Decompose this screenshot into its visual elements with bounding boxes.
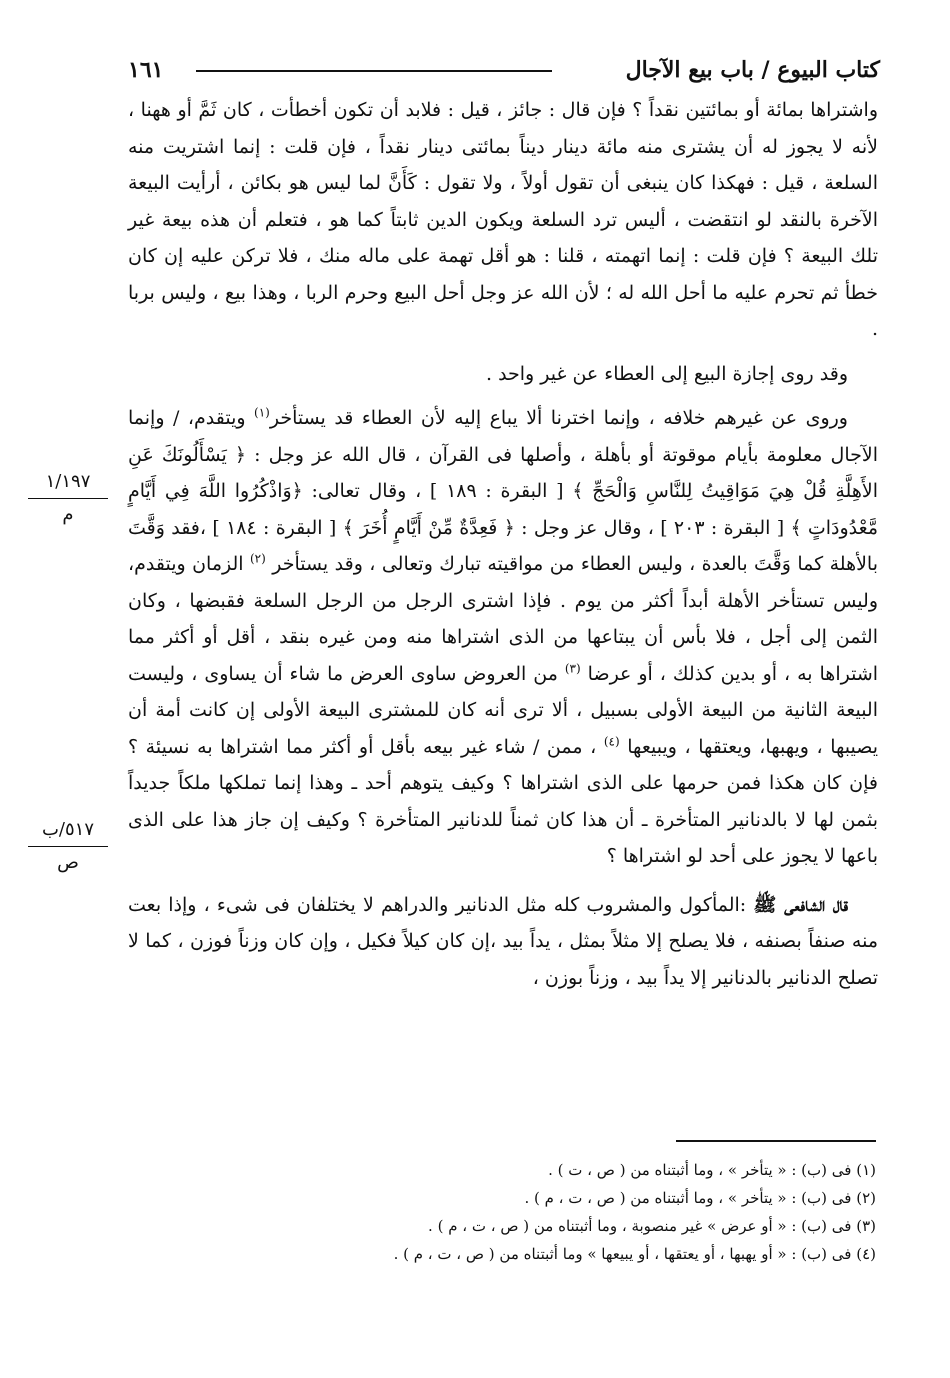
footnote-list: [128, 1156, 876, 1268]
page-number: ١٦١: [128, 57, 164, 83]
margin-reference-folio: ١/١٩٧: [45, 471, 91, 492]
footnote-ref-4[interactable]: (٤): [603, 734, 620, 749]
header-rule: [196, 70, 552, 72]
paragraph-3: [128, 400, 878, 875]
footnote: (١) فى (ب) : « يتأخر » ، وما أثبتناه من ( ص ، ت ) .: [548, 1161, 876, 1179]
footnote-ref-1[interactable]: (١): [254, 405, 270, 420]
paragraph-3-text: ويتقدم، / وإنما الآجال معلومة بأيام موقوتة أو بأهلة ، وأصلها فى القرآن ، قال الله عز وجل : ﴿ يَسْأَلُونَكَ عَنِ الأَهِلَّةِ قُلْ هِيَ مَوَاقِيتُ لِلنَّاسِ وَالْحَجِّ ﴾ [ البقرة : ١٨٩ ] ، وقال تعالى: ﴿وَاذْكُرُوا اللَّهَ فِي أَيَّامٍ مَّعْدُودَاتٍ ﴾ [ البقرة : ٢٠٣ ] ، وقال عز وجل : ﴿ فَعِدَّةٌ مِّنْ أَيَّامٍ أُخَرَ ﴾ [ البقرة : ١٨٤ ] ،فقد وَقَّتَ بالأهلة كما وَقَّتَ بالعدة ، وليس العطاء من مواقيته تبارك وتعالى ، وقد يستأخر: [128, 407, 879, 575]
footnote-ref-3[interactable]: (٣): [564, 661, 581, 676]
footnote: (٤) فى (ب) : « أو يهبها ، أو يعتقها ، أو يبيعها » وما أثبتناه من ( ص ، ت ، م ) .: [393, 1245, 876, 1263]
footnote: (٢) فى (ب) : « يتأخر » ، وما أثبتناه من ( ص ، ت ، م ) .: [524, 1189, 876, 1207]
paragraph-1: واشتراها بمائة أو بمائتين نقداً ؟ فإن قال : جائز ، قيل : فلابد أن تكون أخطأت ، كان ثَمَّ أو ههنا ، لأنه لا يجوز له أن يشترى منه مائة دينار ديناً بمائتى دينار نقداً ، فإن قلت : إنما اشتريت منه السلعة ، قيل : فهكذا كان ينبغى أن تقول أولاً ، ولا تقول : كَأَنَّ لما ليس هو بكائن ، أرأيت البيعة الآخرة بالنقد لو انتقضت ، أليس ترد السلعة ويكون الدين ثابتاً كما هو ، فتعلم أن هذه بيعة غير تلك البيعة ؟ فإن قلت : إنما اتهمته ، قلنا : هو أقل تهمة على ماله منك ، فلا تركن عليه إن كان خطأ ثم تحرم عليه ما أحل الله له ؛ لأن الله عز وجل أحل البيع وحرم الربا ، وهذا بيع ، وليس بربا .: [128, 99, 878, 340]
footnote: (٣) فى (ب) : « أو عرض » غير منصوبة ، وما أثبتناه من ( ص ، ت ، م ) .: [428, 1217, 876, 1235]
margin-reference: [28, 470, 108, 527]
margin-reference: [28, 818, 108, 875]
paragraph-3-text: وروى عن غيرهم خلافه ، وإنما اخترنا ألا يباع إليه لأن العطاء قد يستأخر: [269, 407, 848, 429]
paragraph-4-text: :المأكول والمشروب كله مثل الدنانير والدراهم لا يختلفان فى شىء ، وإذا بعت منه صنفاً بصنفه ، فلا يصلح إلا مثلاً بمثل ، يداً بيد ،إن كان كيلاً فكيل ، وإن كان وزناً فوزن ، كما لا تصلح الدنانير بالدنانير إلا يداً بيد ، وزناً بوزن ،: [128, 893, 878, 989]
paragraph-3-text: من العروض ساوى العرض ما شاء أن يساوى ، وليست البيعة الثانية من البيعة الأولى بسبيل ، ألا ترى أنه كان للمشترى البيعة الأولى إن كانت أمة أن يصيبها ، ويهبها، ويعتقها ، ويبيعها: [128, 662, 878, 758]
running-header: [128, 52, 880, 88]
margin-rule: [28, 846, 108, 847]
margin-reference-siglum: م: [62, 504, 74, 525]
paragraph-4: [128, 887, 878, 997]
margin-reference-folio: ٥١٧/ب: [41, 819, 95, 840]
margin-rule: [28, 498, 108, 499]
paragraph-2: وقد روى إجازة البيع إلى العطاء عن غير واحد .: [485, 362, 848, 385]
margin-reference-siglum: ص: [57, 852, 79, 873]
chapter-title: كتاب البيوع / باب بيع الآجال: [625, 57, 880, 83]
footnote-ref-2[interactable]: (٢): [249, 551, 266, 566]
paragraph-3-text: ، ممن / شاء غير بيعه بأقل أو أكثر مما اشتراها به نسيئة ؟ فإن كان هكذا فمن حرمها على الذى اشتراها ؟ وكيف يتوهم أحد ـ وهذا إنما تملكها ملكاً جديداً بثمن لها لا بالدنانير المتأخرة ـ أن هذا كان ثمناً للدنانير المتأخرة ؟ وكيف إن جاز هذا على الذى باعها لا يجوز على أحد لو اشتراها ؟: [128, 735, 878, 867]
paragraph-3-text: الزمان ويتقدم، وليس تستأخر الأهلة أبداً أكثر من يوم . فإذا اشترى الرجل من الرجل السلعة فقبضها ، وكان الثمن إلى أجل ، فلا بأس أن يبتاعها من الذى اشتراها منه ومن غيره بنقد ، أقل أو أكثر مما اشتراها به ، أو بدين كذلك ، أو عرضا: [128, 553, 879, 685]
paragraph-opener: قال الشافعى ﷺ: [753, 893, 848, 916]
footnote-rule: [676, 1140, 876, 1142]
main-text: [128, 92, 878, 996]
